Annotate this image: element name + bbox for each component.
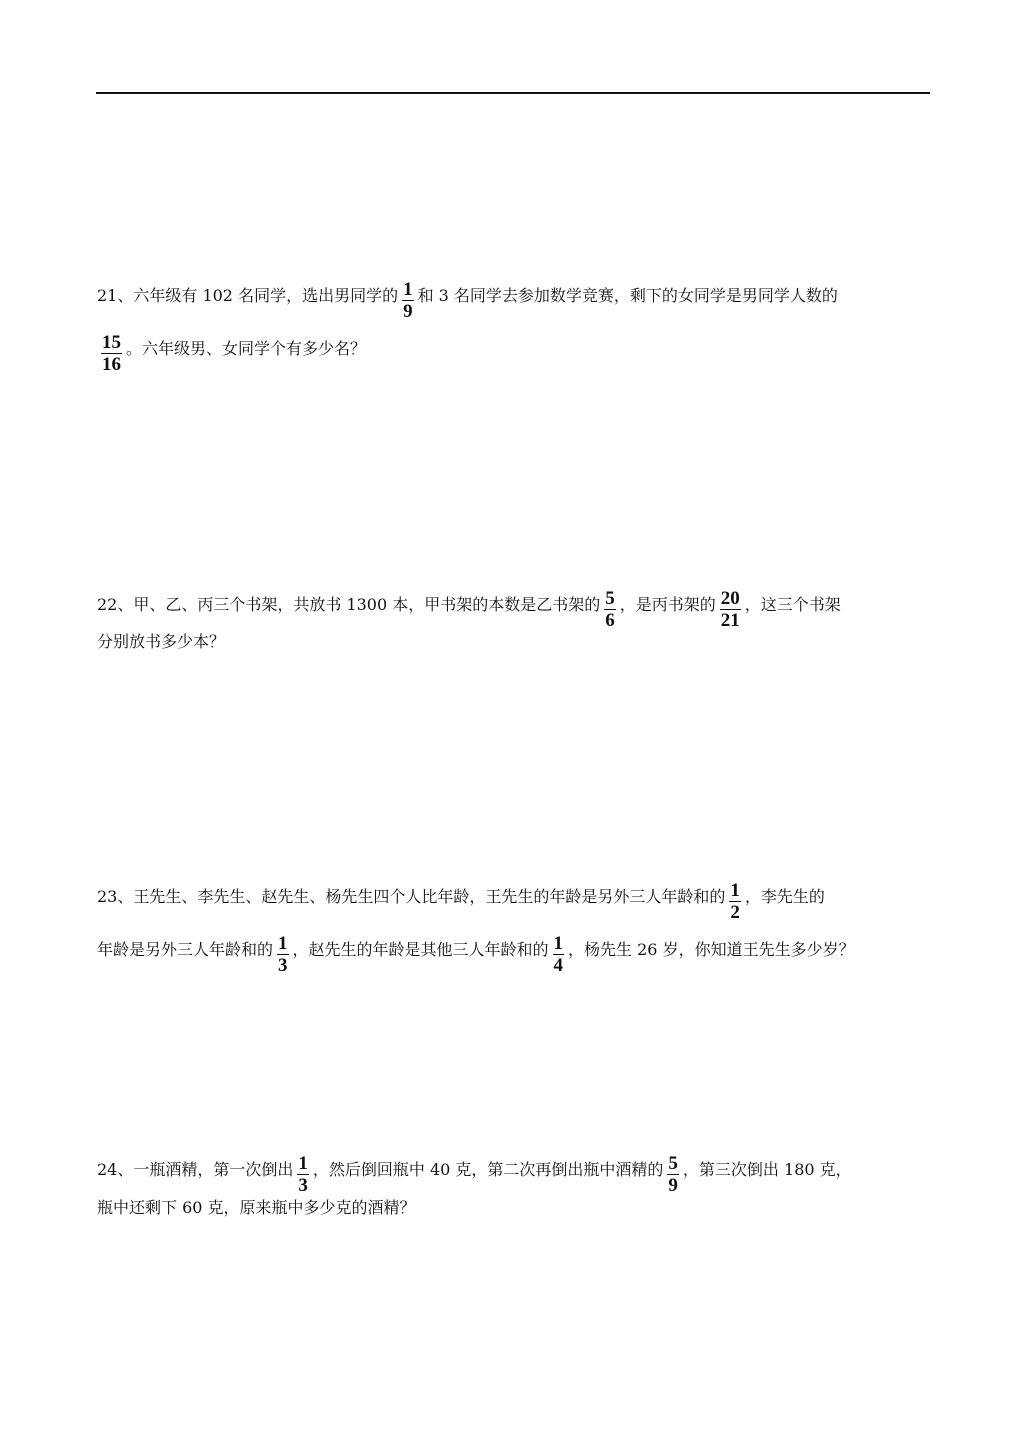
fraction-denominator: 16 — [102, 354, 121, 375]
question-text: 23、王先生、李先生、赵先生、杨先生四个人比年龄，王先生的年龄是另外三人年龄和的 — [97, 887, 726, 906]
fraction — [729, 880, 741, 923]
question-text: ，是丙书架的 — [619, 595, 716, 614]
question-text: 瓶中还剩下 60 克，原来瓶中多少克的酒精？ — [97, 1198, 416, 1217]
question-text: ，李先生的 — [744, 887, 825, 906]
fraction — [277, 933, 289, 976]
question-22-line-2 — [97, 632, 225, 652]
fraction-denominator: 3 — [298, 1175, 308, 1196]
fraction-denominator: 21 — [720, 610, 740, 631]
fraction — [720, 588, 741, 631]
question-text: 24、一瓶酒精，第一次倒出 — [97, 1160, 294, 1179]
question-text: ，这三个书架 — [744, 595, 841, 614]
fraction-denominator: 4 — [553, 955, 564, 976]
fraction — [553, 933, 565, 976]
fraction — [604, 588, 616, 631]
question-text: 22、甲、乙、丙三个书架，共放书 1300 本，甲书架的本数是乙书架的 — [97, 595, 601, 614]
question-text: 21、六年级有 102 名同学，选出男同学的 — [97, 286, 399, 305]
question-24-line-2 — [97, 1198, 416, 1218]
fraction-denominator: 3 — [278, 955, 288, 976]
fraction-denominator: 2 — [730, 902, 740, 923]
fraction-numerator: 1 — [298, 1153, 308, 1174]
fraction-numerator: 20 — [720, 588, 740, 609]
question-23-line-1 — [97, 876, 825, 923]
question-text: ，第三次倒出 180 克， — [682, 1160, 852, 1179]
question-text: ，杨先生 26 岁，你知道王先生多少岁？ — [568, 940, 855, 959]
question-21-line-2 — [97, 328, 367, 375]
fraction — [101, 332, 122, 375]
question-23-line-2 — [97, 929, 855, 976]
question-text: ，赵先生的年龄是其他三人年龄和的 — [292, 940, 549, 959]
question-22-line-1 — [97, 584, 841, 631]
question-text: 年龄是另外三人年龄和的 — [97, 940, 274, 959]
fraction-denominator: 9 — [668, 1175, 678, 1196]
fraction-denominator: 6 — [605, 610, 615, 631]
fraction-numerator: 1 — [278, 933, 288, 954]
fraction-numerator: 1 — [730, 880, 740, 901]
fraction-numerator: 1 — [553, 933, 564, 954]
fraction — [297, 1153, 309, 1196]
fraction-numerator: 1 — [403, 279, 413, 300]
fraction-denominator: 9 — [403, 301, 413, 322]
fraction-numerator: 5 — [605, 588, 615, 609]
question-text: 和 3 名同学去参加数学竞赛，剩下的女同学是男同学人数的 — [417, 286, 838, 305]
question-21-line-1 — [97, 275, 838, 322]
fraction — [402, 279, 414, 322]
fraction-numerator: 15 — [102, 332, 121, 353]
question-text: 。六年级男、女同学个有多少名？ — [126, 339, 367, 358]
fraction — [667, 1153, 679, 1196]
question-text: ，然后倒回瓶中 40 克，第二次再倒出瓶中酒精的 — [312, 1160, 664, 1179]
header-rule — [96, 92, 930, 94]
fraction-numerator: 5 — [668, 1153, 678, 1174]
question-24-line-1 — [97, 1149, 852, 1196]
question-text: 分别放书多少本？ — [97, 632, 226, 651]
